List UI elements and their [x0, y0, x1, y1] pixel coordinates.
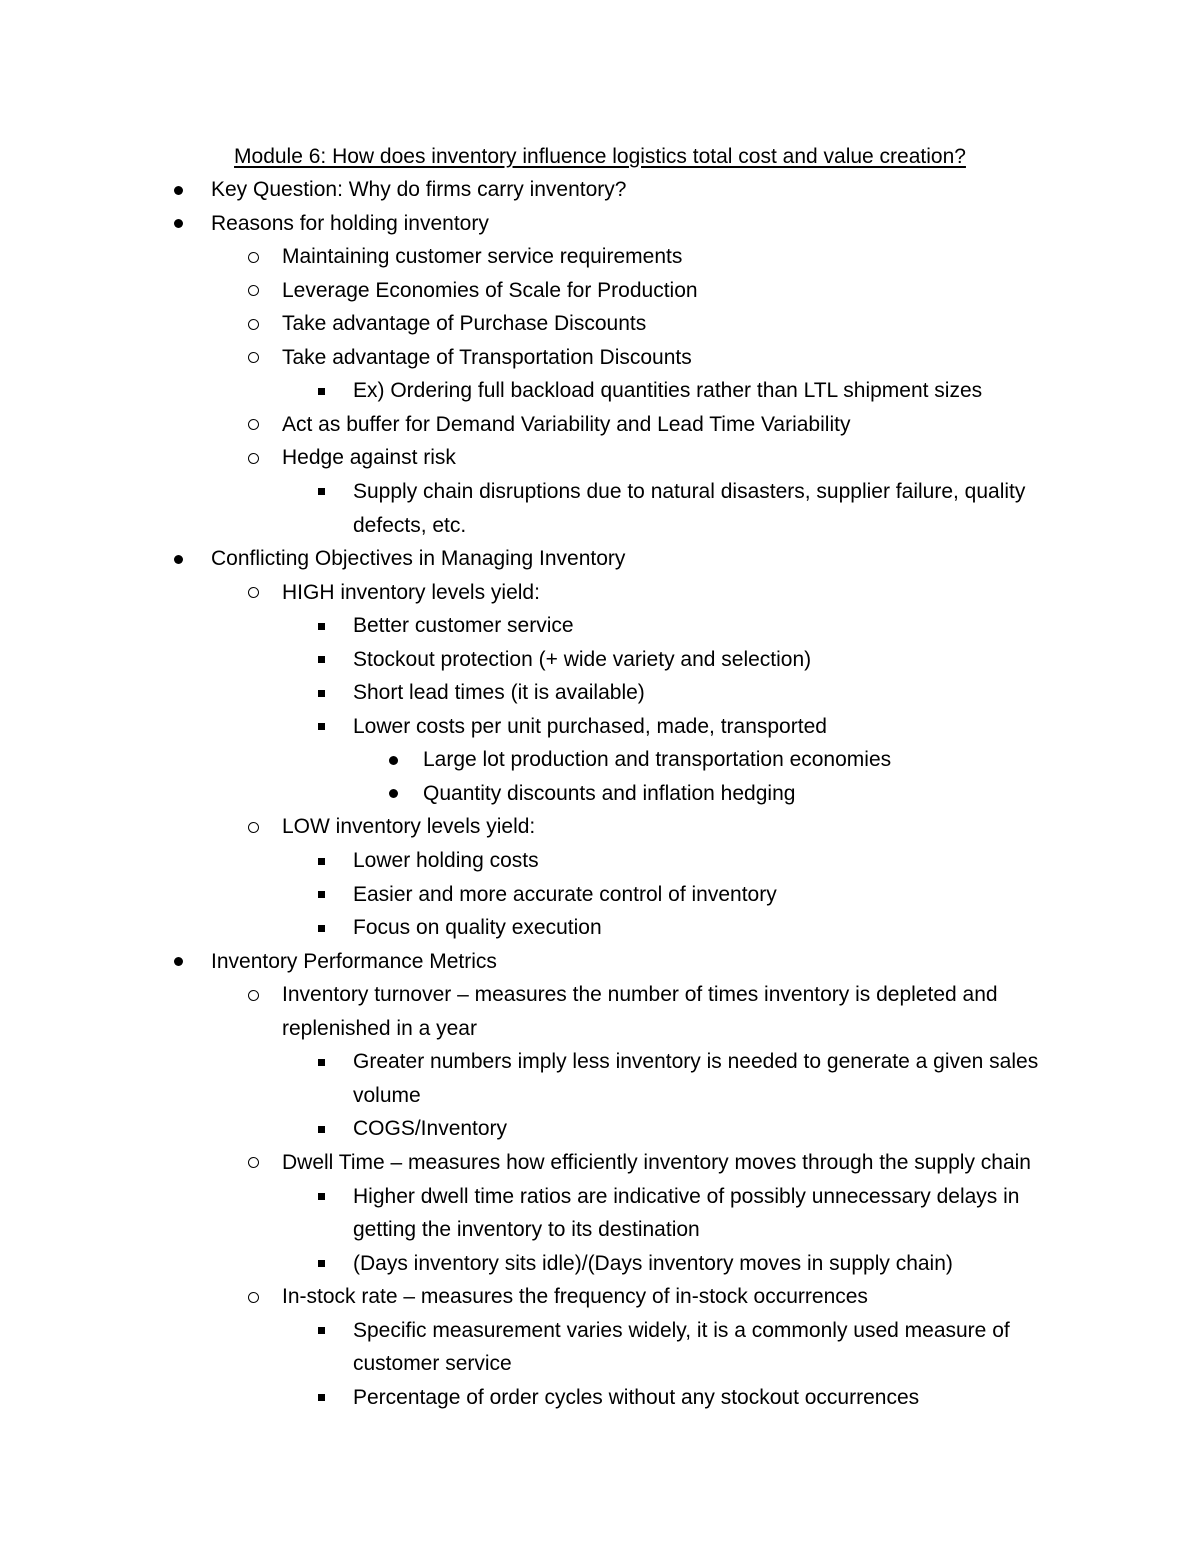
outline-item-level-3: Better customer service	[353, 614, 574, 638]
outline-item-level-3: Easier and more accurate control of inventory	[353, 882, 777, 906]
bullet-circle-icon	[248, 319, 259, 330]
outline-item-level-4: Quantity discounts and inflation hedging	[423, 781, 796, 805]
outline-item-level-2: Inventory turnover – measures the number of times inventory is depleted and	[282, 983, 998, 1007]
outline-item-level-1: Conflicting Objectives in Managing Inventory	[211, 547, 626, 571]
outline-item-level-2: Maintaining customer service requirements	[282, 245, 683, 269]
bullet-square-icon	[318, 1327, 325, 1334]
outline-item-level-3: customer service	[353, 1352, 512, 1376]
bullet-disc-icon	[389, 789, 398, 798]
page-title: Module 6: How does inventory influence logistics total cost and value creation?	[234, 145, 966, 168]
bullet-circle-icon	[248, 285, 259, 296]
bullet-circle-icon	[248, 453, 259, 464]
bullet-square-icon	[318, 858, 325, 865]
outline-item-level-1: Inventory Performance Metrics	[211, 949, 497, 973]
outline-item-level-3: Greater numbers imply less inventory is needed to generate a given sales	[353, 1050, 1039, 1074]
outline-item-level-3: Percentage of order cycles without any stockout occurrences	[353, 1385, 920, 1409]
bullet-disc-icon	[174, 555, 183, 564]
bullet-circle-icon	[248, 822, 259, 833]
bullet-disc-icon	[389, 756, 398, 765]
bullet-circle-icon	[248, 1157, 259, 1168]
bullet-square-icon	[318, 723, 325, 730]
outline-item-level-1: Reasons for holding inventory	[211, 211, 489, 235]
outline-item-level-3: Lower holding costs	[353, 849, 539, 872]
outline-item-level-2: In-stock rate – measures the frequency of in-stock occurrences	[282, 1285, 868, 1309]
outline-item-level-3: Higher dwell time ratios are indicative of possibly unnecessary delays in	[353, 1184, 1020, 1208]
bullet-circle-icon	[248, 1292, 259, 1303]
outline-item-level-3: Lower costs per unit purchased, made, transported	[353, 714, 827, 738]
bullet-square-icon	[318, 623, 325, 630]
bullet-disc-icon	[174, 957, 183, 966]
bullet-square-icon	[318, 388, 325, 395]
outline-item-level-3: Supply chain disruptions due to natural disasters, supplier failure, quality	[353, 479, 1026, 503]
outline-item-level-3: COGS/Inventory	[353, 1117, 508, 1141]
bullet-circle-icon	[248, 352, 259, 363]
bullet-disc-icon	[174, 186, 183, 195]
bullet-circle-icon	[248, 419, 259, 430]
bullet-square-icon	[318, 656, 325, 663]
outline-item-level-3: getting the inventory to its destination	[353, 1218, 700, 1242]
outline-item-level-3: Short lead times (it is available)	[353, 681, 645, 705]
outline-item-level-2: Act as buffer for Demand Variability and Lead Time Variability	[282, 412, 851, 436]
bullet-circle-icon	[248, 587, 259, 598]
outline-item-level-3: Ex) Ordering full backload quantities rather than LTL shipment sizes	[353, 379, 983, 403]
outline-item-level-4: Large lot production and transportation economies	[423, 748, 892, 772]
bullet-square-icon	[318, 488, 325, 495]
outline-item-level-3: (Days inventory sits idle)/(Days inventory moves in supply chain)	[353, 1251, 953, 1275]
bullet-square-icon	[318, 925, 325, 932]
bullet-square-icon	[318, 1394, 325, 1401]
outline-item-level-2: Take advantage of Purchase Discounts	[282, 312, 647, 336]
outline-item-level-2: replenished in a year	[282, 1016, 477, 1040]
outline-item-level-2: Dwell Time – measures how efficiently inventory moves through the supply chain	[282, 1150, 1031, 1174]
outline-item-level-2: Hedge against risk	[282, 446, 456, 470]
outline-item-level-1: Key Question: Why do firms carry inventory?	[211, 178, 627, 201]
bullet-square-icon	[318, 690, 325, 697]
bullet-disc-icon	[174, 219, 183, 228]
outline-item-level-2: Leverage Economies of Scale for Production	[282, 278, 698, 302]
outline-item-level-3: Stockout protection (+ wide variety and selection)	[353, 647, 812, 671]
outline-item-level-3: defects, etc.	[353, 513, 467, 537]
bullet-circle-icon	[248, 990, 259, 1001]
outline-item-level-3: Specific measurement varies widely, it is a commonly used measure of	[353, 1318, 1010, 1342]
bullet-circle-icon	[248, 252, 259, 263]
outline-item-level-2: HIGH inventory levels yield:	[282, 580, 540, 604]
outline-item-level-3: volume	[353, 1083, 421, 1107]
bullet-square-icon	[318, 1193, 325, 1200]
bullet-square-icon	[318, 891, 325, 898]
bullet-square-icon	[318, 1260, 325, 1267]
outline-item-level-2: LOW inventory levels yield:	[282, 815, 536, 839]
outline-item-level-3: Focus on quality execution	[353, 916, 602, 940]
bullet-square-icon	[318, 1059, 325, 1066]
bullet-square-icon	[318, 1126, 325, 1133]
outline-item-level-2: Take advantage of Transportation Discounts	[282, 345, 692, 369]
